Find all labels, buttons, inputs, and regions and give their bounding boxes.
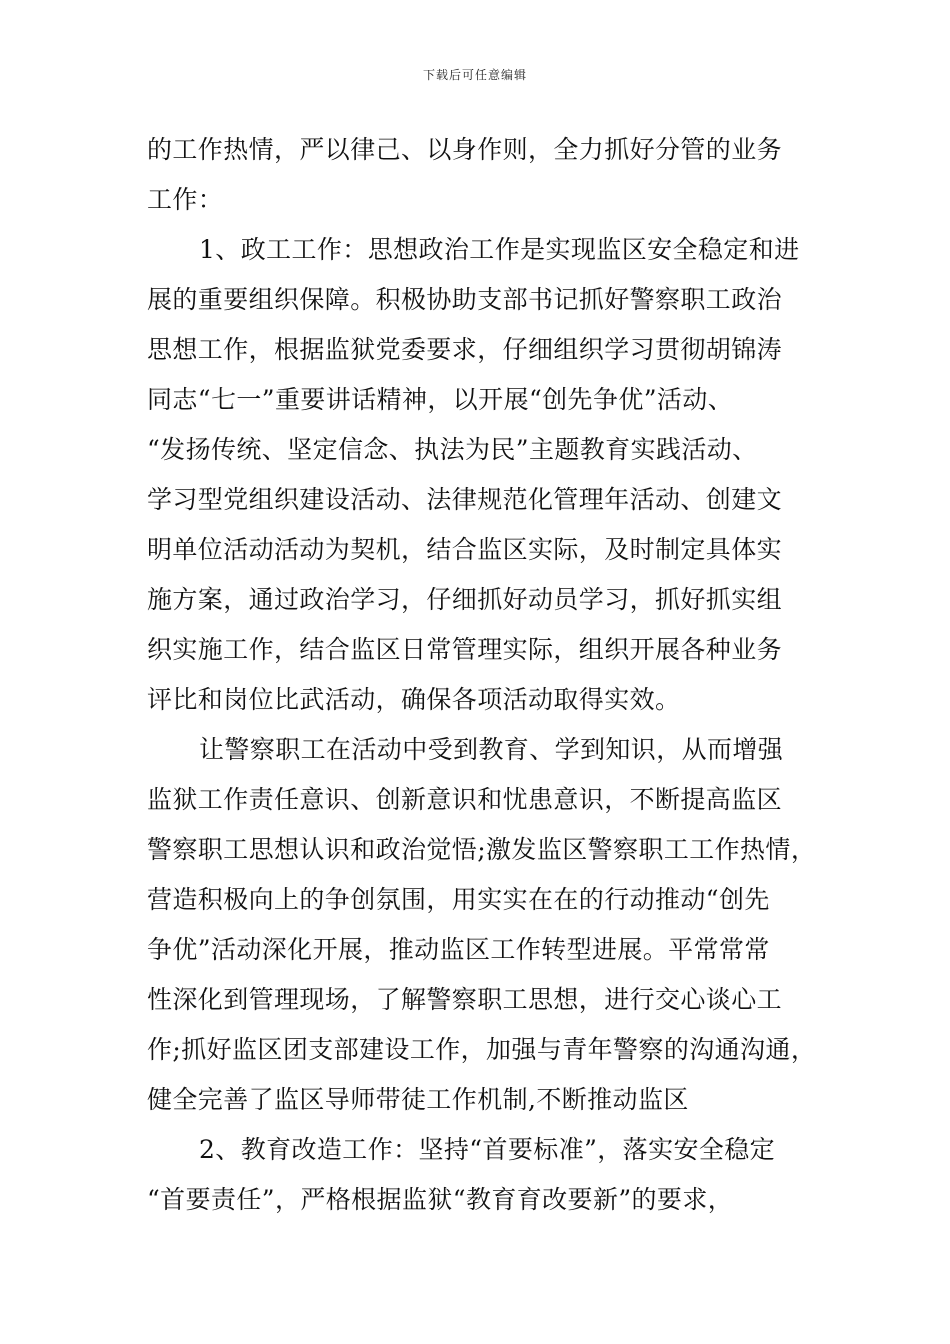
text-line: 织实施工作，结合监区日常管理实际，组织开展各种业务 bbox=[147, 635, 783, 664]
text-line: 展的重要组织保障。积极协助支部书记抓好警察职工政治 bbox=[147, 285, 783, 314]
text-line: 争优”活动深化开展，推动监区工作转型进展。平常常常 bbox=[147, 935, 770, 964]
text-line: 监狱工作责任意识、创新意识和忧患意识，不断提高监区 bbox=[147, 785, 783, 814]
section-heading-line: 2、教育改造工作：坚持“首要标准”，落实安全稳定 bbox=[199, 1135, 776, 1164]
text-line: 作;抓好监区团支部建设工作，加强与青年警察的沟通沟通， bbox=[147, 1035, 817, 1064]
text-line: 同志“七一”重要讲话精神，以开展“创先争优”活动、 bbox=[147, 385, 734, 414]
text-line: 警察职工思想认识和政治觉悟;激发监区警察职工工作热情， bbox=[147, 835, 817, 864]
text-line: 的工作热情，严以律己、以身作则，全力抓好分管的业务 bbox=[147, 135, 783, 164]
text-line: 施方案，通过政治学习，仔细抓好动员学习，抓好抓实组 bbox=[147, 585, 783, 614]
text-line: 学习型党组织建设活动、法律规范化管理年活动、创建文 bbox=[147, 485, 783, 514]
text-line: 营造积极向上的争创氛围，用实实在在的行动推动“创先 bbox=[147, 885, 770, 914]
text-line: “首要责任”，严格根据监狱“教育育改要新”的要求， bbox=[147, 1185, 734, 1214]
paragraph-first-line: 让警察职工在活动中受到教育、学到知识，从而增强 bbox=[199, 735, 784, 764]
text-line: 明单位活动活动为契机，结合监区实际，及时制定具体实 bbox=[147, 535, 783, 564]
text-line: 健全完善了监区导师带徒工作机制,不断推动监区 bbox=[147, 1085, 689, 1114]
text-line: 评比和岗位比武活动，确保各项活动取得实效。 bbox=[147, 685, 681, 714]
page-header: 下载后可任意编辑 bbox=[422, 68, 527, 82]
text-line: 性深化到管理现场，了解警察职工思想，进行交心谈心工 bbox=[147, 985, 783, 1014]
section-heading-line: 1、政工工作：思想政治工作是实现监区安全稳定和进 bbox=[199, 235, 800, 264]
document-body bbox=[147, 125, 827, 1225]
text-line: 思想工作，根据监狱党委要求，仔细组织学习贯彻胡锦涛 bbox=[147, 335, 783, 364]
text-line: 工作： bbox=[147, 185, 224, 214]
text-line: “发扬传统、坚定信念、执法为民”主题教育实践活动、 bbox=[147, 435, 758, 464]
